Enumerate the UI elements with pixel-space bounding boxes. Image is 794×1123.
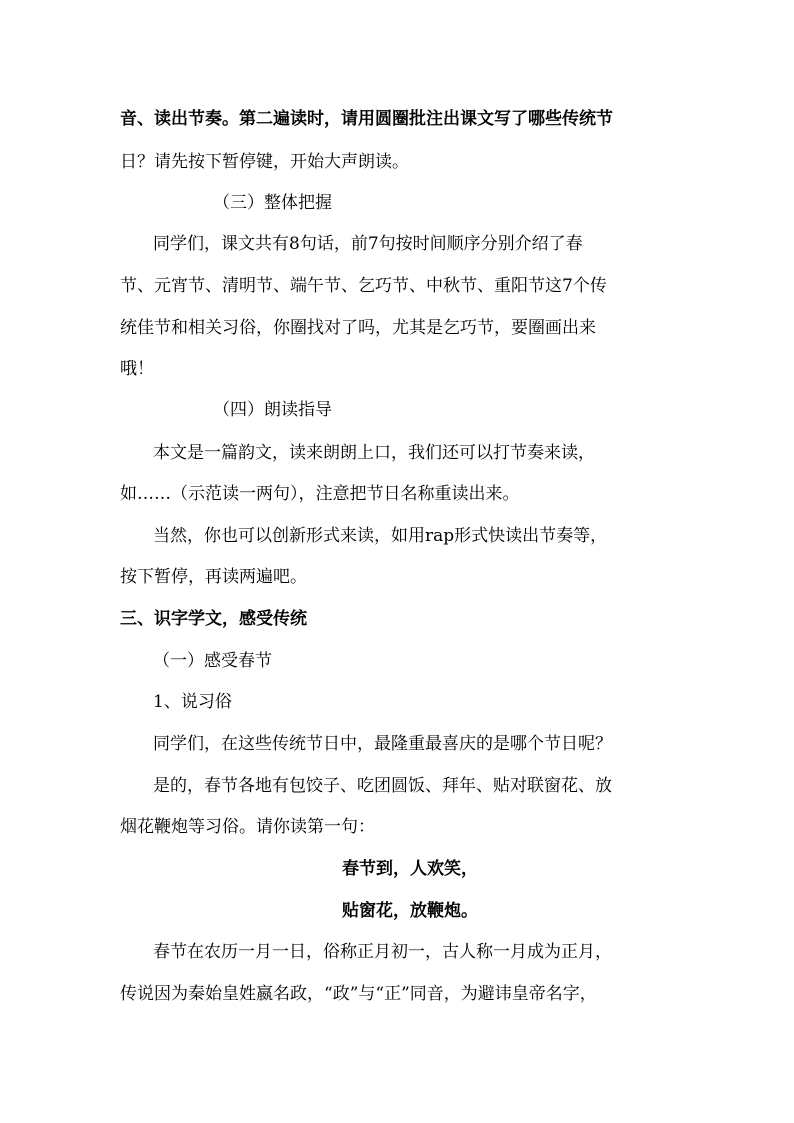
poem-line-2: 贴窗花，放鞭炮。	[342, 901, 478, 921]
text-line-17: 是的，春节各地有包饺子、吃团圆饭、拜年、贴对联窗花、放	[153, 776, 612, 796]
text-line-10: 如……（示范读一两句），注意把节日名称重读出来。	[120, 484, 520, 504]
subsection-heading-1: （一）感受春节	[153, 651, 272, 671]
text-line-21: 春节在农历一月一日，俗称正月初一，古人称一月成为正月，	[153, 942, 612, 962]
text-line-2: 日？请先按下暂停键，开始大声朗读。	[120, 152, 409, 172]
text-line-1: 音、读出节奏。第二遍读时，请用圆圈批注出课文写了哪些传统节	[120, 109, 613, 129]
text-line-16: 同学们，在这些传统节日中，最隆重最喜庆的是哪个节日呢？	[153, 734, 612, 754]
text-line-4: 同学们，课文共有8句话，前7句按时间顺序分别介绍了春	[153, 234, 583, 254]
poem-line-1: 春节到，人欢笑，	[342, 859, 478, 879]
item-heading-1: 1、说习俗	[153, 692, 232, 712]
text-line-9: 本文是一篇韵文，读来朗朗上口，我们还可以打节奏来读，	[153, 443, 595, 463]
text-line-7: 哦！	[120, 359, 154, 379]
text-line-6: 统佳节和相关习俗，你圈找对了吗，尤其是乞巧节，要圈画出来	[120, 318, 596, 338]
text-line-22: 传说因为秦始皇姓嬴名政，“政”与“正”同音，为避讳皇帝名字，	[120, 984, 597, 1004]
text-line-12: 按下暂停，再读两遍吧。	[120, 567, 307, 587]
chapter-heading-3: 三、识字学文，感受传统	[120, 609, 307, 629]
section-heading-4: （四）朗读指导	[213, 400, 332, 420]
section-heading-3: （三）整体把握	[213, 193, 332, 213]
text-line-18: 烟花鞭炮等习俗。请你读第一句：	[120, 817, 375, 837]
text-line-5: 节、元宵节、清明节、端午节、乞巧节、中秋节、重阳节这7个传	[120, 276, 607, 296]
text-line-11: 当然，你也可以创新形式来读，如用rap形式快读出节奏等，	[153, 526, 608, 546]
